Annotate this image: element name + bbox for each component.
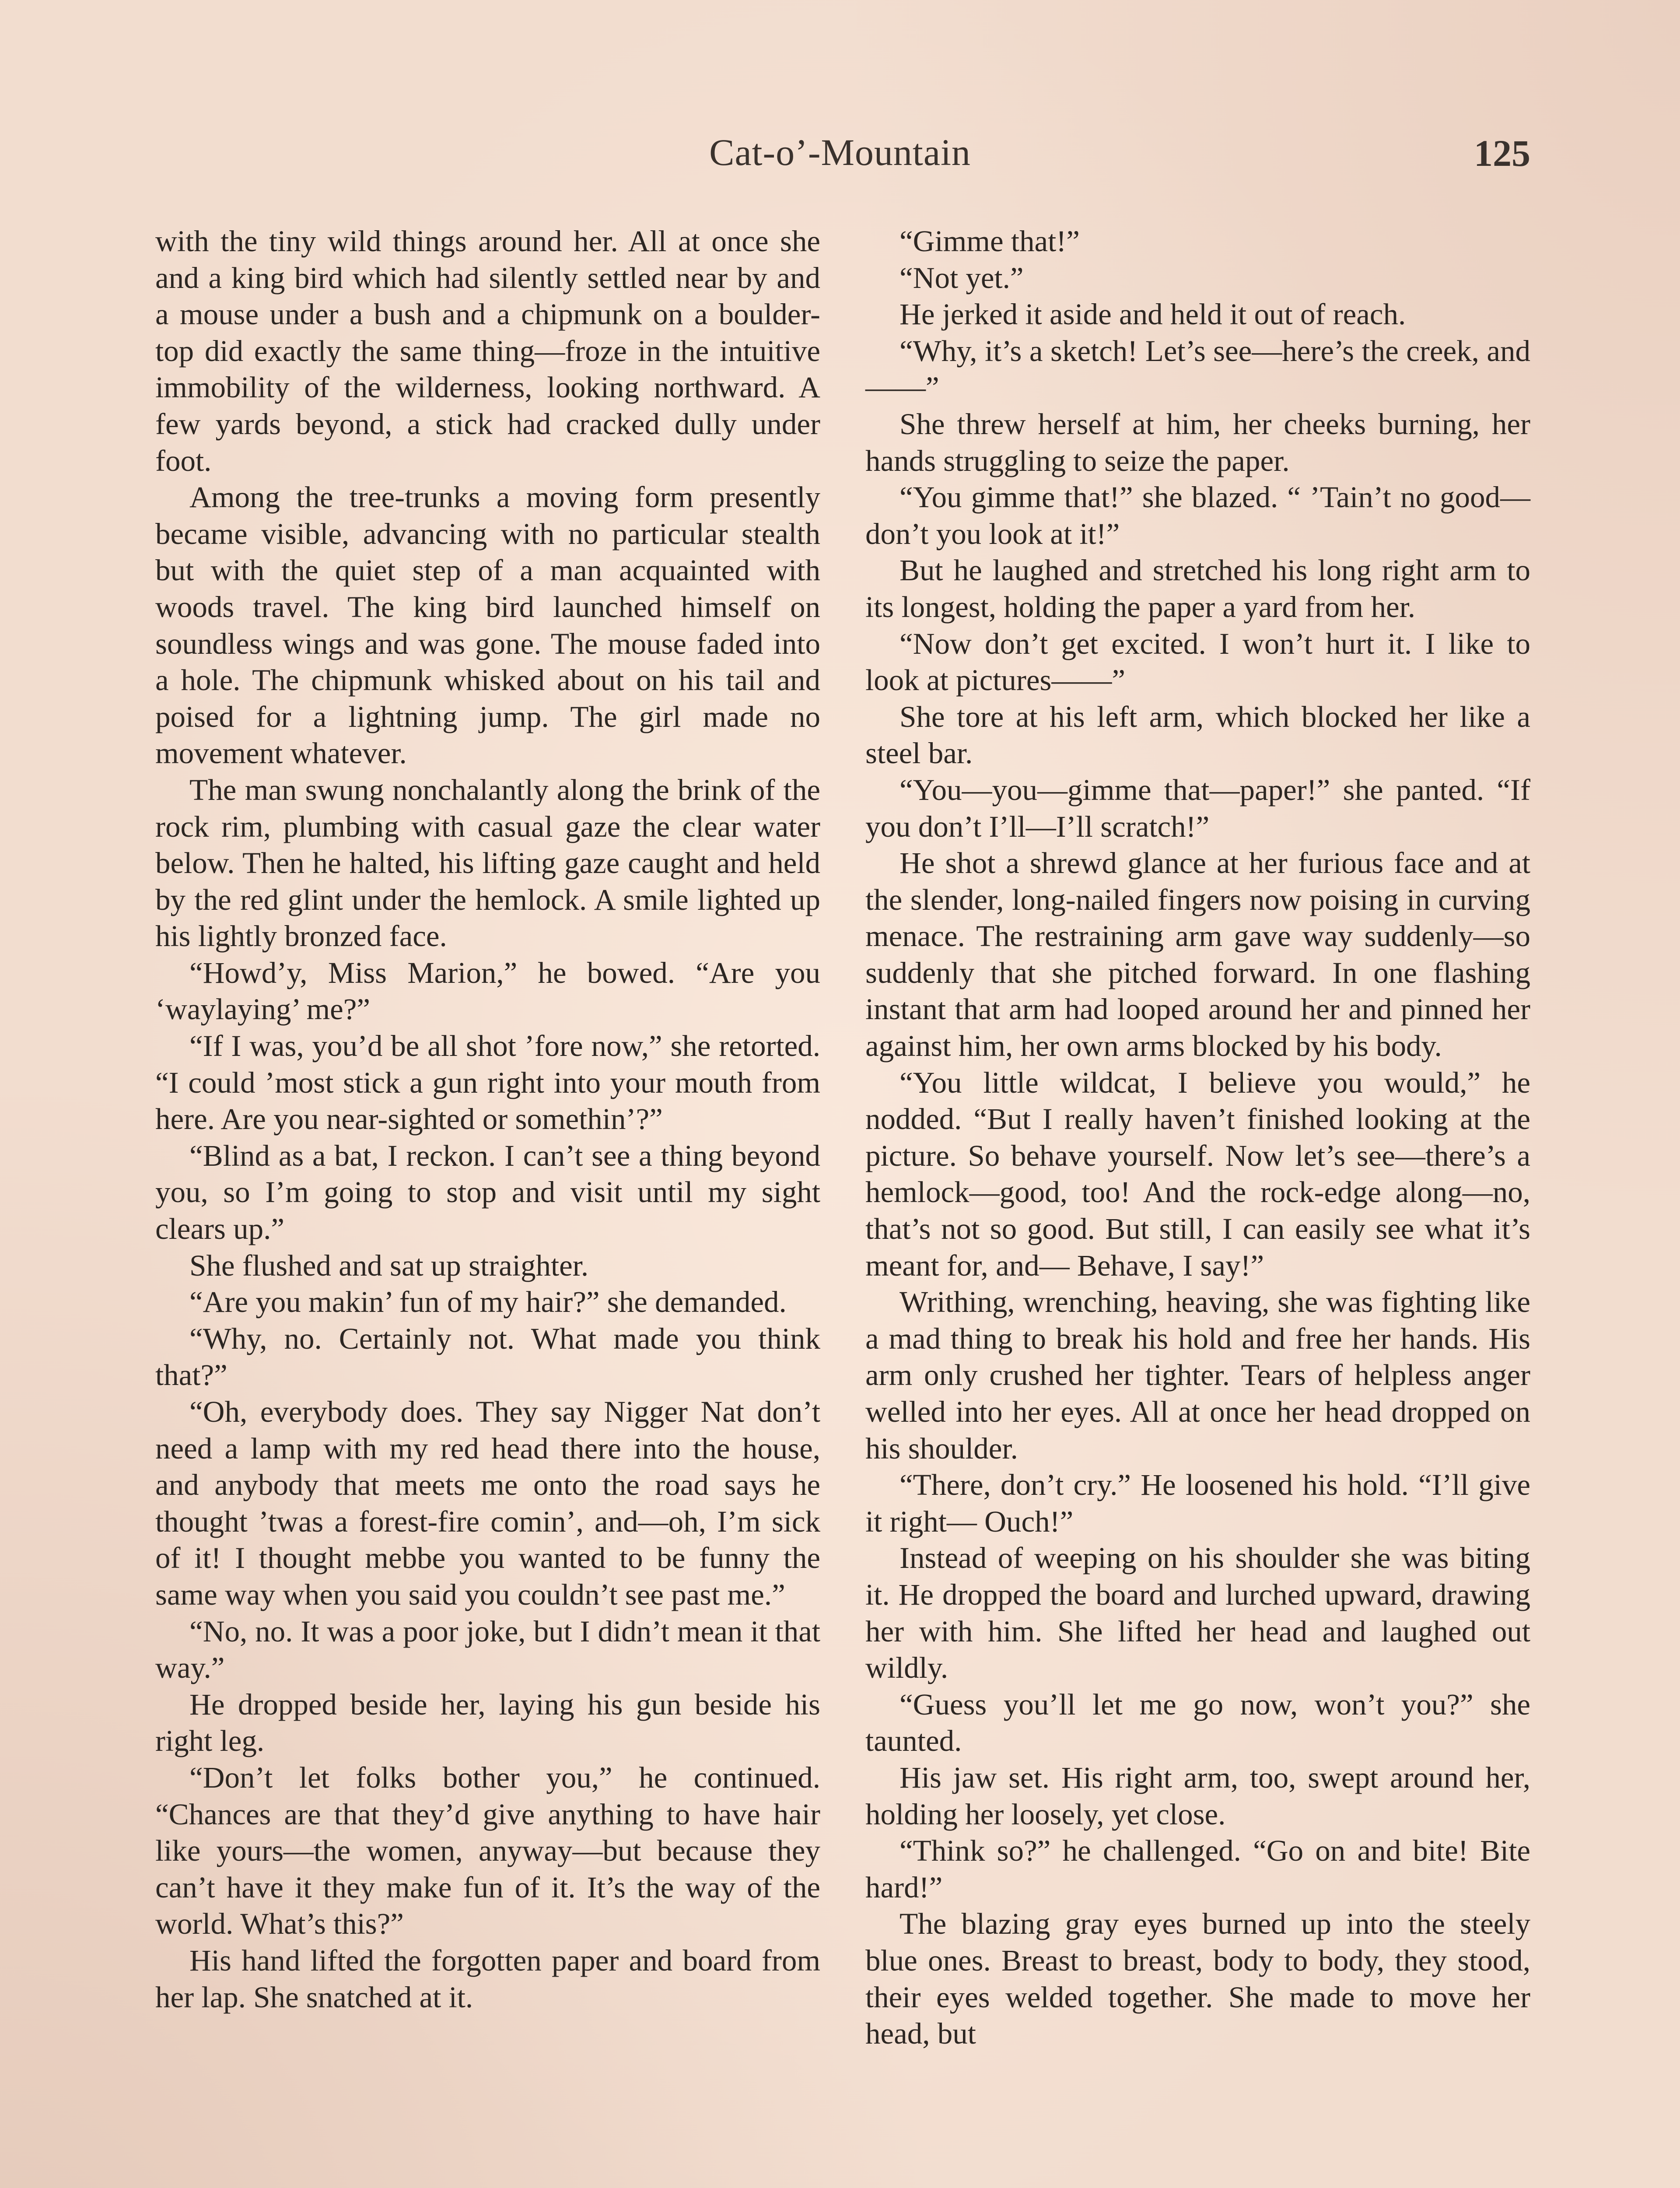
right-column	[865, 223, 1530, 2052]
paragraph: Writhing, wrenching, heaving, she was fighting like a mad thing to break his hold and free her hands. His arm only crushed her tighter. Tears of helpless anger welled into her eyes. All at once her head dropped on his shoulder.	[865, 1285, 1530, 1465]
paragraph: “You gimme that!” she blazed. “ ’Tain’t no good—don’t you look at it!”	[865, 480, 1530, 551]
paragraph: “No, no. It was a poor joke, but I didn’t mean it that way.”	[155, 1614, 820, 1685]
paragraph: with the tiny wild things around her. All at once she and a king bird which had silently settled near by and a mouse under a bush and a chipmunk on a boulder-top did exactly the same thing—froze in the intuitive immobility of the wilderness, looking northward. A few yards beyond, a stick had cracked dully under foot.	[155, 224, 820, 477]
paragraph: He shot a shrewd glance at her furious face and at the slender, long-nailed fingers now poising in curving menace. The restraining arm gave way suddenly—so suddenly that she pitched forward. In one flashing instant that arm had looped around her and pinned her against him, her own arms blocked by his body.	[865, 846, 1530, 1063]
paragraph: The man swung nonchalantly along the brink of the rock rim, plumbing with casual gaze the clear water below. Then he halted, his lifting gaze caught and held by the red glint under the hemlock. A smile lighted up his lightly bronzed face.	[155, 773, 820, 953]
paragraph: But he laughed and stretched his long right arm to its longest, holding the paper a yard from her.	[865, 554, 1530, 624]
paragraph: His hand lifted the forgotten paper and board from her lap. She snatched at it.	[155, 1943, 820, 2014]
paragraph: “Howd’y, Miss Marion,” he bowed. “Are you ‘waylaying’ me?”	[155, 956, 820, 1026]
paragraph: “You—you—gimme that—paper!” she panted. “If you don’t I’ll—I’ll scratch!”	[865, 773, 1530, 843]
paragraph: Instead of weeping on his shoulder she was biting it. He dropped the board and lurched upward, drawing her with him. She lifted her head and laughed out wildly.	[865, 1541, 1530, 1685]
running-title: Cat-o’-Mountain	[709, 131, 971, 173]
page-number: 125	[1474, 132, 1530, 174]
paragraph: “Not yet.”	[900, 261, 1024, 295]
paragraph: “Why, no. Certainly not. What made you think that?”	[155, 1322, 820, 1392]
paragraph: “Oh, everybody does. They say Nigger Nat don’t need a lamp with my red head there into the house, and anybody that meets me onto the road says he thought ’twas a forest-fire comin’, and—oh, I’m sick of it! I thought mebbe you wanted to be funny the same way when you said you couldn’t see past me.”	[155, 1395, 820, 1611]
paragraph: The blazing gray eyes burned up into the steely blue ones. Breast to breast, body to body, they stood, their eyes welded together. She made to move her head, but	[865, 1907, 1530, 2051]
paragraph: “Why, it’s a sketch! Let’s see—here’s the creek, and——”	[865, 334, 1530, 404]
paragraph: “Think so?” he challenged. “Go on and bite! Bite hard!”	[865, 1834, 1530, 1904]
paragraph: “Guess you’ll let me go now, won’t you?” she taunted.	[865, 1687, 1530, 1758]
paragraph: “Gimme that!”	[900, 224, 1080, 258]
paragraph: Among the tree-trunks a moving form presently became visible, advancing with no particular stealth but with the quiet step of a man acquainted with woods travel. The king bird launched himself on soundless wings and was gone. The mouse faded into a hole. The chipmunk whisked about on his tail and poised for a lightning jump. The girl made no movement whatever.	[155, 480, 820, 770]
paragraph: “There, don’t cry.” He loosened his hold. “I’ll give it right— Ouch!”	[865, 1468, 1530, 1538]
paragraph: His jaw set. His right arm, too, swept around her, holding her loosely, yet close.	[865, 1760, 1530, 1831]
paragraph: “Don’t let folks bother you,” he continued. “Chances are that they’d give anything to have hair like yours—the women, anyway—but because they can’t have it they make fun of it. It’s the way of the world. What’s this?”	[155, 1760, 820, 1941]
paragraph: “Now don’t get excited. I won’t hurt it. I like to look at pictures——”	[865, 627, 1530, 697]
paragraph: “You little wildcat, I believe you would,” he nodded. “But I really haven’t finished looking at the picture. So behave yourself. Now let’s see—there’s a hemlock—good, too! And the rock-edge along—no, that’s not so good. But still, I can easily see what it’s meant for, and— Behave, I say!”	[865, 1066, 1530, 1282]
paragraph: “Blind as a bat, I reckon. I can’t see a thing beyond you, so I’m going to stop and visit until my sight clears up.”	[155, 1139, 820, 1246]
paragraph: He jerked it aside and held it out of reach.	[900, 298, 1406, 331]
paragraph: He dropped beside her, laying his gun beside his right leg.	[155, 1687, 820, 1758]
paragraph: “If I was, you’d be all shot ’fore now,” she retorted. “I could ’most stick a gun right into your mouth from here. Are you near-sighted or somethin’?”	[155, 1029, 820, 1136]
paragraph: She tore at his left arm, which blocked her like a steel bar.	[865, 700, 1530, 770]
paragraph: She threw herself at him, her cheeks burning, her hands struggling to seize the paper.	[865, 407, 1530, 477]
left-column	[155, 223, 820, 2016]
paragraph: “Are you makin’ fun of my hair?” she demanded.	[189, 1285, 787, 1319]
paragraph: She flushed and sat up straighter.	[189, 1248, 589, 1282]
